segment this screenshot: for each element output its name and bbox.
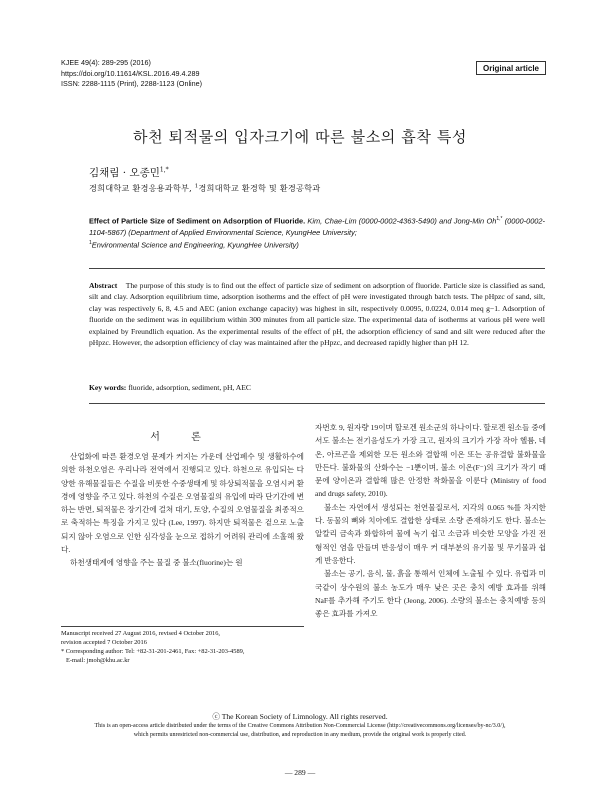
- english-author-2-sup: 1,*: [496, 216, 503, 222]
- right-paragraph-2: 불소는 자연에서 생성되는 천연물질로서, 지각의 0.065 %를 차지한다. 동물의 뼈와 치아에도 결합한 상태로 소량 존재하기도 한다. 불소는 알칼리 금속과 화합하여 물에 녹기 쉽고 소금과 비슷한 모양을 가진 전형적인 염을 만들며 반응성이 매우 커 대부분의 유기물 및 무기물과 쉽게 반응한다.: [315, 502, 546, 565]
- abstract-bottom-rule: [89, 403, 545, 404]
- affiliation-1: 경희대학교 환경응용과학부,: [89, 183, 195, 193]
- license-line-1: This is an open-access article distributed under the terms of the Creative Commons Attribution Non-Commercial License (http://creativecommons.org/licenses/by-nc/3.0/),: [94, 723, 506, 729]
- left-column: [61, 450, 304, 570]
- english-title: Effect of Particle Size of Sediment on Adsorption of Fluoride.: [89, 216, 306, 226]
- abstract-text: The purpose of this study is to find out the effect of particle size of sediment on adsorption of fluoride. Particle size is classified as sand, silt and clay. Adsorption equilibrium time, adsorption isotherms and the effect of pH were investigated through batch tests. The pHpzc of sand, silt, clay was respectively 6, 8, 4.5 and AEC (anion exchange capacity) was highest in silt, respectively 0.0095, 0.0224, 0.014 meq g−1. Adsorption of fluoride on the sediment was in equilibrium within 300 minutes from all particle size. The experimental data of isotherms at various pH were well explained by Freundlich equation. As the experimental results of the effect of pH, the adsorption efficiency of sand and silt were reduced after the pHpzc. However, the adsorption efficiency of clay was maintained after the pHpzc, and decreased rapidly higher than pH 12.: [89, 281, 546, 348]
- issn-line: ISSN: 2288-1115 (Print), 2288-1123 (Online): [61, 79, 203, 88]
- english-author-1: Kim, Chae-Lim (0000-0002-4363-5490) and: [307, 216, 452, 226]
- keywords-text: fluoride, adsorption, sediment, pH, AEC: [128, 383, 251, 392]
- footnote: [61, 629, 304, 665]
- footnote-rule: [61, 626, 304, 627]
- left-paragraph-2: 하천생태계에 영향을 주는 물질 중 불소(fluorine)는 원: [70, 558, 243, 568]
- doi-link[interactable]: https://doi.org/10.11614/KSL.2016.49.4.289: [61, 68, 200, 78]
- section-heading: 서 론: [150, 432, 215, 443]
- abstract-label: Abstract: [89, 281, 118, 290]
- footnote-email: E-mail: jmoh@khu.ac.kr: [66, 657, 130, 664]
- page-number: — 289 —: [284, 768, 316, 777]
- english-title-block: [89, 214, 545, 251]
- journal-header: [61, 58, 202, 90]
- right-paragraph-3: 불소는 공기, 음식, 물, 흙을 통해서 인체에 노출될 수 있다. 유럽과 미국같이 상수원의 불소 농도가 매우 낮은 곳은 충치 예방 효과를 위해 NaF를 추가해 주기도 한다 (Jeong, 2006). 소량의 불소는 충치예방 등의 좋은 효과를 가져오: [315, 569, 546, 619]
- affiliation-sup: 1: [194, 183, 199, 190]
- affiliation-2: 경희대학교 환경학 및 환경공학과: [198, 183, 321, 193]
- english-affiliation-2: Environmental Science and Engineering, KyungHee University): [91, 240, 299, 250]
- journal-citation: KJEE 49(4): 289-295 (2016): [61, 58, 151, 67]
- footnote-corresponding: * Corresponding author: Tel: +82-31-201-2461, Fax: +82-31-203-4589,: [61, 648, 245, 655]
- english-affiliation-sup: 1: [89, 239, 92, 246]
- paper-title: 하천 퇴적물의 입자크기에 따른 불소의 흡착 특성: [132, 128, 467, 146]
- author-names: 김채림 · 오종민: [89, 167, 160, 179]
- left-paragraph-1: 산업화에 따른 환경오염 문제가 커지는 가운데 산업폐수 및 생활하수에 의한 하천오염은 우리나라 전역에서 진행되고 있다. 하천으로 유입되는 다양한 유해물질들은 수질을 비롯한 수중생태계 및 하상퇴적물을 오염시켜 환경에 영향을 주고 있다. 하천의 수질은 오염물질의 유입에 따라 단기간에 변하는 반면, 퇴적물은 장기간에 걸쳐 대기, 토양, 수질의 오염물질을 최종적으로 축적하는 특징을 가지고 있다 (Lee, 1997). 하지만 퇴적물은 겉으로 노출되지 않아 오염으로 인한 심각성을 눈으로 접하기 어려워 관리에 소홀해 왔다.: [61, 452, 304, 555]
- article-type-badge: Original article: [476, 61, 546, 75]
- abstract-block: [89, 280, 545, 348]
- footnote-received: Manuscript received 27 August 2016, revised 4 October 2016,: [61, 630, 221, 637]
- right-column: [315, 421, 546, 620]
- english-affiliation-1: (0000-0002-1104-5867) (Department of Applied Environmental Science, KyungHee University;: [89, 216, 545, 237]
- affiliation-line: [89, 183, 320, 194]
- english-author-2: Jong-Min Oh: [453, 216, 497, 226]
- footnote-accepted: revision accepted 7 October 2016: [61, 639, 147, 646]
- copyright-line: ⓒ The Korean Society of Limnology. All rights reserved.: [212, 712, 388, 721]
- right-paragraph-1: 자번호 9, 원자량 19이며 할로겐 원소군의 하나이다. 할로겐 원소들 중에서도 불소는 전기음성도가 가장 크고, 원자의 크기가 가장 작아 헬륨, 네온, 아르곤을 제외한 모든 원소와 결합해 이온 또는 공유결합 불화물을 만든다. 불화물의 산화수는 −1뿐이며, 불소 이온(F⁻)의 크기가 작기 때문에 양이온과 결합해 많은 안정한 착화물을 이룬다 (Ministry of food and drugs safety, 2010).: [315, 423, 546, 499]
- keywords-line: [89, 383, 251, 392]
- abstract-top-rule: [89, 268, 545, 269]
- author-sup: 1,*: [159, 166, 169, 174]
- author-line: [89, 165, 169, 180]
- keywords-label: Key words:: [89, 383, 127, 392]
- license-line-2: which permits unrestricted non-commercial use, distribution, and reproduction in any medium, provide the original work is properly cited.: [133, 732, 467, 738]
